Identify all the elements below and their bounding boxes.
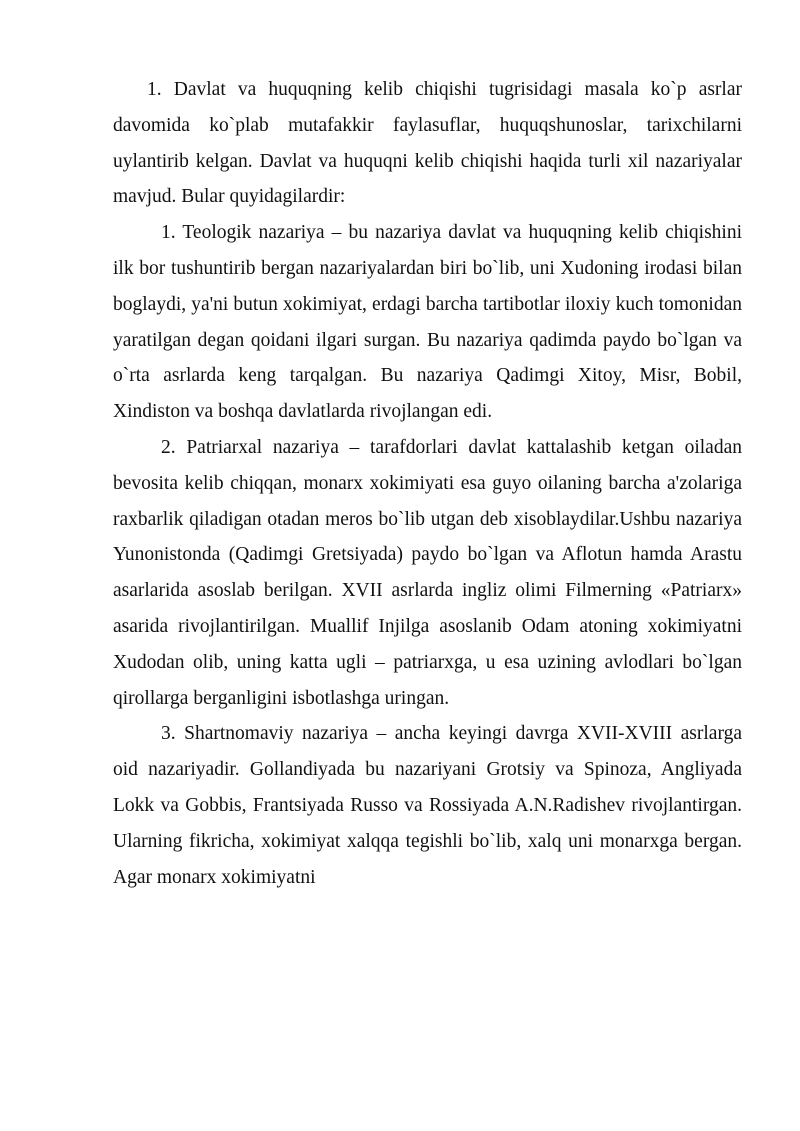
- paragraph-patriarxal-nazariya: 2. Patriarxal nazariya – tarafdorlari davlat kattalashib ketgan oiladan bevosita kelib chiqqan, monarx xokimiyati esa guyo oilaning barcha a'zolariga raxbarlik qiladigan otadan meros bo`lib utgan deb xisoblaydilar.Ushbu nazariya Yunonistonda (Qadimgi Gretsiyada) paydo bo`lgan va Aflotun hamda Arastu asarlarida asoslab berilgan. XVII asrlarda ingliz olimi Filmerning «Patriarx» asarida rivojlantirilgan. Muallif Injilga asoslanib Odam atoning xokimiyatni Xudodan olib, uning katta ugli – patriarxga, u esa uzining avlodlari bo`lgan qirollarga berganligini isbotlashga uringan.: [113, 436, 742, 709]
- paragraph-teologik-nazariya: 1. Teologik nazariya – bu nazariya davlat va huquqning kelib chiqishini ilk bor tushuntirib bergan nazariyalardan biri bo`lib, uni Xudoning irodasi bilan boglaydi, ya'ni butun xokimiyat, erdagi barcha tartibotlar iloxiy kuch tomonidan yaratilgan degan qoidani ilgari surgan. Bu nazariya qadimda paydo bo`lgan va o`rta asrlarda keng tarqalgan. Bu nazariya Qadimgi Xitoy, Misr, Bobil, Xindiston va boshqa davlatlarda rivojlangan edi.: [113, 222, 742, 423]
- paragraph-shartnomaviy-nazariya: 3. Shartnomaviy nazariya – ancha keyingi davrga XVII-XVIII asrlarga oid nazariyadir. Gollandiyada bu nazariyani Grotsiy va Spinoza, Angliyada Lokk va Gobbis, Frantsiyada Russo va Rossiyada A.N.Radishev rivojlantirgan. Ularning fikricha, xokimiyat xalqqa tegishli bo`lib, xalq uni monarxga bergan. Agar monarx xokimiyatni: [113, 723, 742, 888]
- paragraph-intro: 1. Davlat va huquqning kelib chiqishi tugrisidagi masala ko`p asrlar davomida ko`plab mutafakkir faylasuflar, huquqshunoslar, tarixchilarni uylantirib kelgan. Davlat va huquqni kelib chiqishi haqida turli xil nazariyalar mavjud. Bular quyidagilardir:: [113, 79, 742, 208]
- document-page: [113, 72, 742, 895]
